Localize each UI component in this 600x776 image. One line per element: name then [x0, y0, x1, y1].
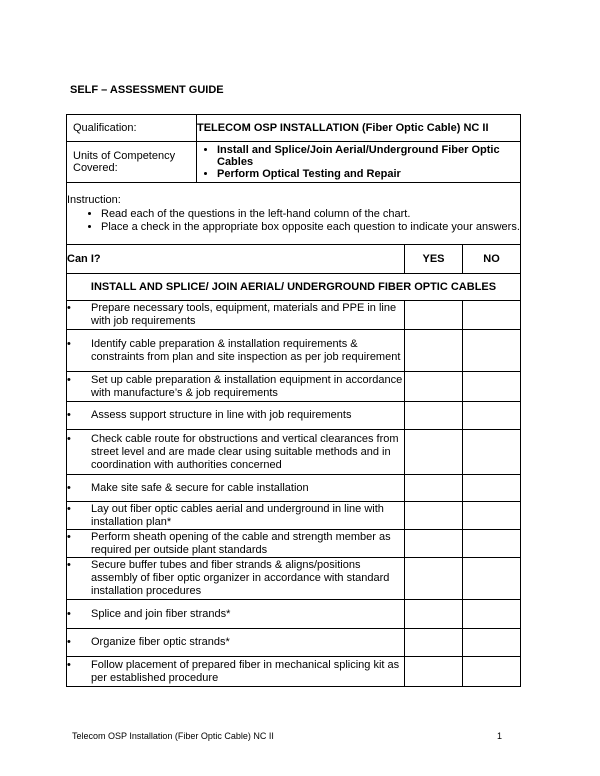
bullet-icon: • [67, 658, 71, 671]
units-row [67, 142, 521, 183]
bullet-icon: • [67, 337, 71, 350]
question-text: Perform sheath opening of the cable and strength member as required per outside plant standards [91, 530, 391, 556]
question-row [67, 657, 521, 687]
yes-checkbox[interactable] [405, 629, 463, 657]
question-text: Identify cable preparation & installation requirements & constraints from plan and site inspection as per job requirement [91, 337, 401, 363]
yes-checkbox[interactable] [405, 530, 463, 558]
units-list [197, 144, 520, 180]
page-number: 1 [497, 731, 503, 741]
page-title: SELF – ASSESSMENT GUIDE [70, 84, 224, 96]
instruction-row [67, 183, 521, 245]
question-row [67, 402, 521, 430]
question-text: Splice and join fiber strands* [91, 607, 231, 620]
bullet-icon: • [67, 502, 71, 515]
instruction-cell [67, 183, 521, 245]
no-checkbox[interactable] [463, 502, 521, 530]
no-checkbox[interactable] [463, 657, 521, 687]
yes-checkbox[interactable] [405, 402, 463, 430]
yes-header: YES [405, 245, 463, 274]
bullet-icon: • [67, 636, 71, 648]
question-text: Make site safe & secure for cable installation [91, 481, 309, 494]
yes-checkbox[interactable] [405, 372, 463, 402]
no-checkbox[interactable] [463, 330, 521, 372]
instruction-label: Instruction: [67, 193, 121, 206]
bullet-icon: • [67, 373, 71, 386]
assessment-table [66, 114, 521, 687]
no-checkbox[interactable] [463, 629, 521, 657]
no-checkbox[interactable] [463, 475, 521, 502]
no-checkbox[interactable] [463, 530, 521, 558]
question-text: Follow placement of prepared fiber in mechanical splicing kit as per established procedure [91, 658, 400, 684]
footer-title: Telecom OSP Installation (Fiber Optic Cable) NC II [72, 731, 274, 741]
yes-checkbox[interactable] [405, 330, 463, 372]
question-text: Lay out fiber optic cables aerial and underground in line with installation plan* [91, 502, 384, 528]
yes-checkbox[interactable] [405, 475, 463, 502]
question-row [67, 475, 521, 502]
question-row [67, 372, 521, 402]
bullet-icon: • [67, 481, 71, 494]
question-row [67, 502, 521, 530]
qualification-value: TELECOM OSP INSTALLATION (Fiber Optic Cable) NC II [197, 115, 521, 142]
no-checkbox[interactable] [463, 558, 521, 600]
units-label: Units of Competency Covered: [67, 142, 197, 183]
instruction-item: • Read each of the questions in the left-hand column of the chart. [101, 208, 520, 221]
qualification-row [67, 115, 521, 142]
question-text: Set up cable preparation & installation equipment in accordance with manufacture’s & job requirements [91, 373, 403, 399]
header-row [67, 245, 521, 274]
question-row [67, 430, 521, 475]
section-title: INSTALL AND SPLICE/ JOIN AERIAL/ UNDERGROUND FIBER OPTIC CABLES [67, 274, 521, 301]
yes-checkbox[interactable] [405, 430, 463, 475]
question-text: Secure buffer tubes and fiber strands & aligns/positions assembly of fiber optic organizer in accordance with standard installation procedures [91, 559, 390, 597]
question-text: Organize fiber optic strands* [91, 636, 230, 648]
instruction-item: • Place a check in the appropriate box opposite each question to indicate your answers. [101, 221, 520, 234]
question-row [67, 530, 521, 558]
no-checkbox[interactable] [463, 372, 521, 402]
yes-checkbox[interactable] [405, 558, 463, 600]
no-checkbox[interactable] [463, 600, 521, 629]
can-i-header: Can I? [67, 245, 405, 274]
yes-checkbox[interactable] [405, 502, 463, 530]
unit-item: • Install and Splice/Join Aerial/Underground Fiber Optic Cables [217, 144, 520, 168]
question-row [67, 600, 521, 629]
no-checkbox[interactable] [463, 301, 521, 330]
bullet-icon: • [67, 559, 71, 571]
question-row [67, 330, 521, 372]
yes-checkbox[interactable] [405, 657, 463, 687]
question-row [67, 301, 521, 330]
bullet-icon: • [67, 530, 71, 543]
section-row [67, 274, 521, 301]
bullet-icon: • [67, 302, 71, 314]
bullet-icon: • [67, 607, 71, 620]
question-text: Prepare necessary tools, equipment, materials and PPE in line with job requirements [91, 302, 397, 327]
yes-checkbox[interactable] [405, 600, 463, 629]
question-text: Check cable route for obstructions and vertical clearances from street level and are made clear using suitable methods and in coordination with authorities concerned [91, 432, 399, 471]
bullet-icon: • [67, 409, 71, 421]
no-checkbox[interactable] [463, 430, 521, 475]
question-row [67, 629, 521, 657]
bullet-icon: • [67, 432, 71, 445]
no-checkbox[interactable] [463, 402, 521, 430]
qualification-label: Qualification: [67, 115, 197, 142]
yes-checkbox[interactable] [405, 301, 463, 330]
instruction-list [67, 208, 520, 234]
question-text: Assess support structure in line with job requirements [91, 409, 352, 421]
no-header: NO [463, 245, 521, 274]
question-row [67, 558, 521, 600]
unit-item: • Perform Optical Testing and Repair [217, 168, 520, 180]
units-value [197, 142, 521, 183]
